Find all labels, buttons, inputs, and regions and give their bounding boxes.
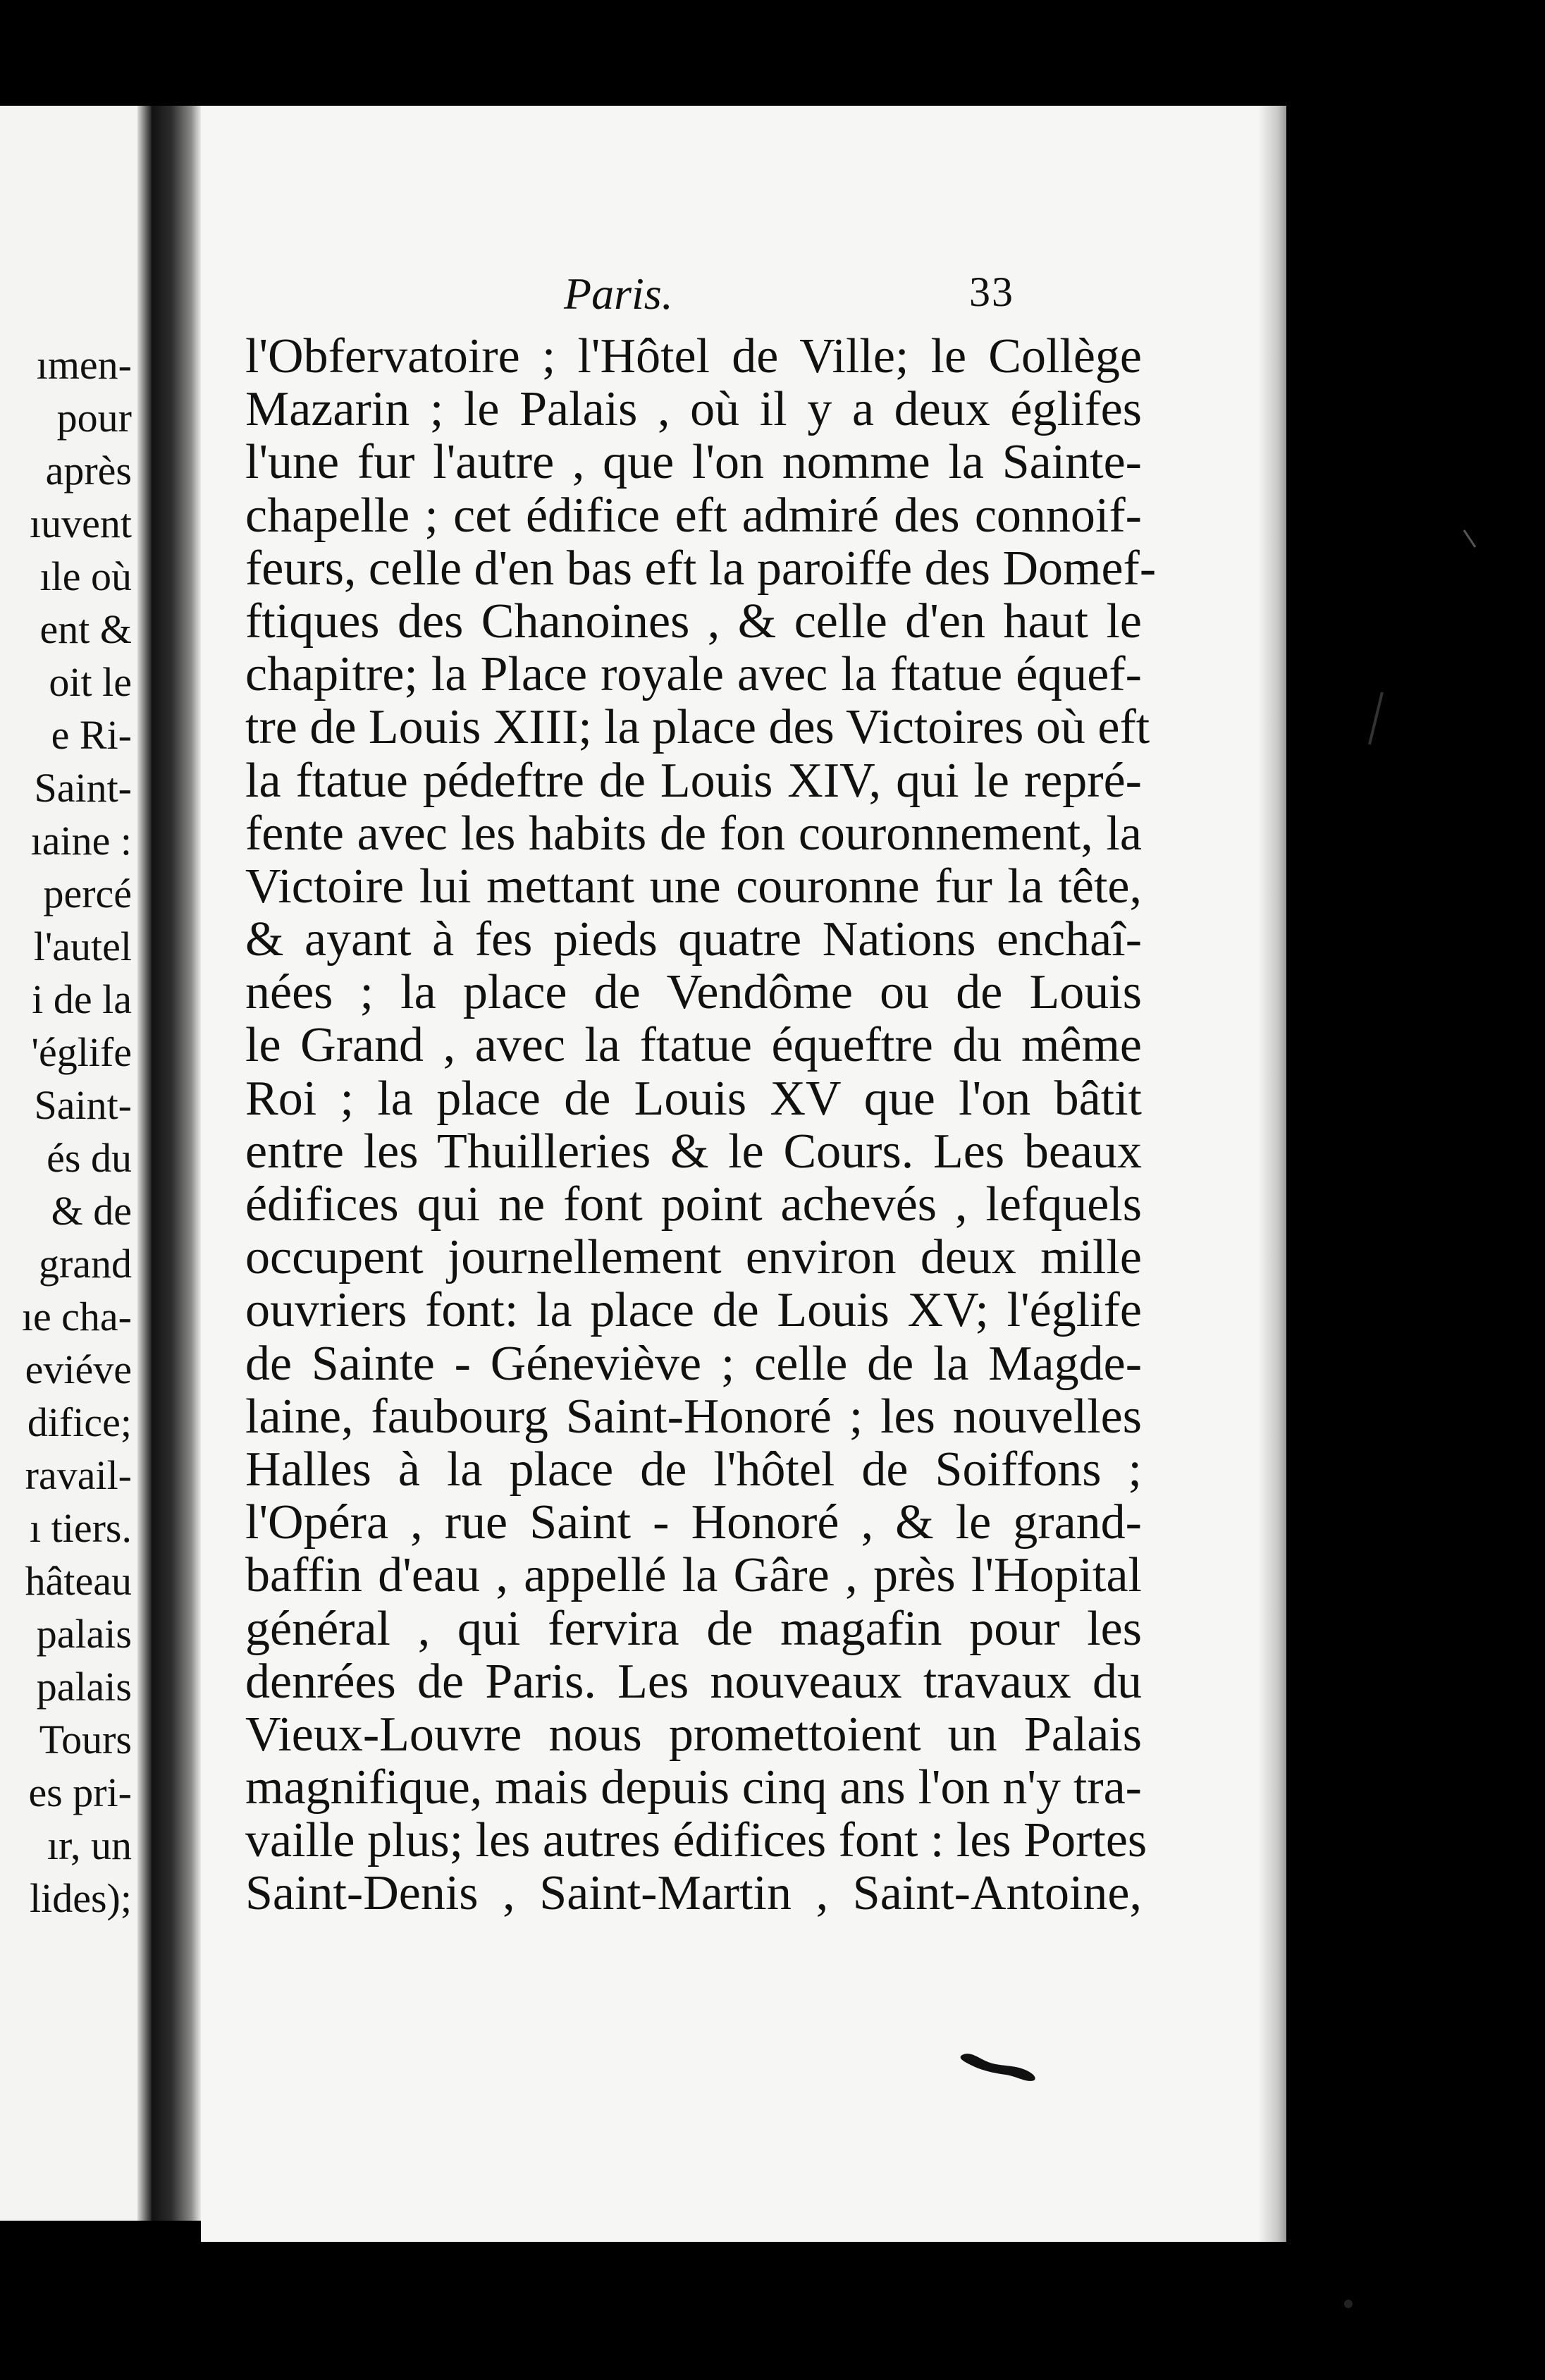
left-line: palais (36, 1611, 132, 1657)
text-line: Halles à la place de l'hôtel de Soiffons ; (245, 1442, 1142, 1497)
text-line: feurs, celle d'en bas eft la paroiffe des Domef- (245, 541, 1157, 596)
text-line: Roi ; la place de Louis XV que l'on bâtit (245, 1071, 1142, 1126)
text-line: la ftatue pédeftre de Louis XIV, qui le repré- (245, 753, 1142, 808)
left-line: ıle où (39, 553, 132, 599)
text-line: chapelle ; cet édifice eft admiré des connoif- (245, 488, 1142, 543)
text-line: denrées de Paris. Les nouveaux travaux du (245, 1654, 1142, 1709)
left-line: hâteau (25, 1558, 132, 1604)
left-line: & de (51, 1188, 132, 1234)
running-title: Paris. (564, 269, 673, 319)
text-line: édifices qui ne font point achevés , lefquels (245, 1177, 1142, 1232)
left-line: lides); (30, 1875, 132, 1921)
left-line: percé (43, 871, 132, 916)
left-line: ı tiers. (30, 1505, 132, 1551)
left-line: ent & (39, 606, 132, 652)
left-line: grand (38, 1241, 132, 1287)
stray-mark (1365, 691, 1386, 747)
text-line: Vieux-Louvre nous promettoient un Palais (245, 1707, 1142, 1762)
left-facing-page (0, 106, 152, 2221)
text-line: l'Obfervatoire ; l'Hôtel de Ville; le Collège (245, 329, 1142, 384)
left-line: eviéve (25, 1347, 132, 1392)
left-line: ıe cha- (21, 1294, 132, 1339)
text-line: Saint-Denis , Saint-Martin , Saint-Antoine, (245, 1866, 1142, 1921)
text-line: le Grand , avec la ftatue équeftre du même (245, 1018, 1142, 1073)
text-line: nées ; la place de Vendôme ou de Louis (245, 965, 1142, 1020)
text-line: Victoire lui mettant une couronne fur la tête, (245, 859, 1142, 914)
stray-mark (1463, 529, 1477, 550)
text-line: tre de Louis XIII; la place des Victoires où eft (245, 700, 1150, 755)
left-page-gutter-edge (137, 106, 152, 2221)
text-line: laine, faubourg Saint-Honoré ; les nouvelles (245, 1389, 1142, 1444)
page-number: 33 (969, 269, 1014, 315)
text-line: chapitre; la Place royale avec la ftatue équef- (245, 647, 1142, 702)
left-line: Saint- (34, 1082, 132, 1128)
right-page (201, 106, 1286, 2242)
body-text (245, 329, 1157, 1921)
left-line: après (45, 448, 132, 493)
text-line: baffin d'eau , appellé la Gâre , près l'Hopital (245, 1548, 1142, 1603)
left-line: Tours (39, 1717, 132, 1762)
text-line: ouvriers font: la place de Louis XV; l'églife (245, 1283, 1142, 1338)
left-line: difice; (27, 1399, 132, 1445)
left-line: 'églife (31, 1029, 132, 1075)
left-line: ıuvent (30, 501, 132, 546)
text-line: vaille plus; les autres édifices font : les Portes (245, 1813, 1147, 1868)
left-line: Saint- (34, 765, 132, 811)
text-line: l'une fur l'autre , que l'on nomme la Sainte- (245, 435, 1142, 490)
stray-dot (1344, 2300, 1353, 2308)
text-line: occupent journellement environ deux mille (245, 1230, 1142, 1285)
left-page-text (22, 338, 132, 1925)
left-line: i de la (32, 976, 132, 1022)
text-line: l'Opéra , rue Saint - Honoré , & le grand- (245, 1495, 1142, 1550)
left-line: ıaine : (30, 818, 132, 864)
text-line: Mazarin ; le Palais , où il y a deux églifes (245, 382, 1142, 437)
text-line: magnifique, mais depuis cinq ans l'on n'y tra- (245, 1760, 1142, 1815)
text-line: entre les Thuilleries & le Cours. Les beaux (245, 1124, 1142, 1179)
left-line: e Ri- (51, 712, 132, 758)
left-line: és du (47, 1135, 132, 1181)
binding-shadow (152, 106, 201, 2221)
text-line: fente avec les habits de fon couronnement, la (245, 806, 1142, 861)
ink-blot-mark (956, 2048, 1041, 2083)
left-line: es pri- (28, 1769, 132, 1815)
left-line: l'autel (33, 924, 132, 969)
left-line: pour (56, 395, 132, 441)
text-line: de Sainte - Géneviève ; celle de la Magde- (245, 1336, 1142, 1391)
left-line: ır, un (47, 1822, 132, 1868)
left-line: ravail- (25, 1452, 132, 1498)
text-line: général , qui fervira de magafin pour les (245, 1601, 1142, 1656)
text-line: ftiques des Chanoines , & celle d'en haut le (245, 594, 1142, 649)
text-line: & ayant à fes pieds quatre Nations enchaî- (245, 912, 1142, 967)
left-line: oit le (49, 659, 132, 705)
left-line: ımen- (36, 342, 132, 388)
left-line: palais (36, 1664, 132, 1710)
running-head (201, 268, 1286, 324)
